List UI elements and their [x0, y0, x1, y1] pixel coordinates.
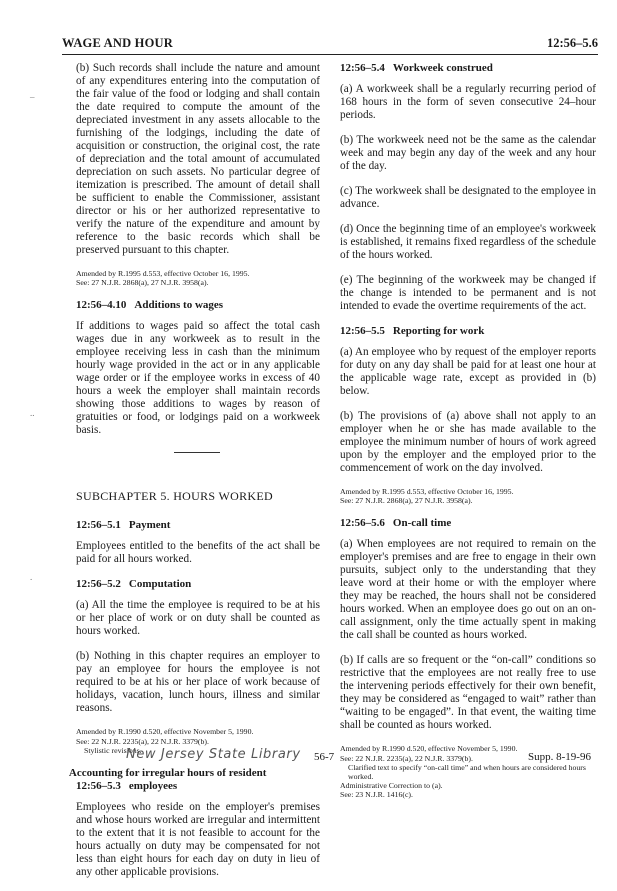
page-footer: [0, 747, 617, 771]
amendment-note: Amended by R.1990 d.520, effective November 5, 1990. See: 22 N.J.R. 2235(a), 22 N.J.R. 3379(b). Stylistic revisions.: [76, 727, 254, 755]
paragraph: (b) Nothing in this chapter requires an employer to pay an employee for hours the employee is not required to be at his or her place of work because of holidays, vacation, lunch hours, illness and similar reasons.: [76, 650, 320, 715]
paragraph: Employees who reside on the employer's premises and whose hours worked are irregular and intermittent to the extent that it is not feasible to account for the hours actually on duty may be compensated for not less than eight hours for each day on duty in lieu of any other applicable provisions.: [76, 801, 320, 879]
paragraph: (a) When employees are not required to remain on the employer's premises and are free to engage in their own pursuits, subject only to the understanding that they leave word at their home or with the employer where they may be reached, the hours shall not be considered hours worked. When an employee does go out on an on-call assignment, only the time actually spent in making the call shall be counted as hours worked.: [340, 538, 596, 642]
paragraph: Employees entitled to the benefits of the act shall be paid for all hours worked.: [76, 540, 320, 566]
section-heading: 12:56–5.5 Reporting for work: [340, 325, 485, 337]
paragraph: (b) The workweek need not be the same as the calendar week and may begin any day of the week and any hour of the day.: [340, 134, 596, 172]
paragraph: (c) The workweek shall be designated to the employee in advance.: [340, 185, 596, 210]
section-heading: 12:56–4.10 Additions to wages: [76, 299, 224, 312]
running-header: [62, 36, 598, 55]
divider: [174, 452, 220, 453]
paragraph: (e) The beginning of the workweek may be changed if the change is intended to be permanent and is not intended to evade the overtime requirements of the act.: [340, 274, 596, 312]
section-heading: 12:56–5.4 Workweek construed: [340, 62, 493, 74]
margin-mark: –: [30, 92, 35, 102]
paragraph: (a) An employee who by request of the employer reports for duty on any day shall be paid for at least one hour at the applicable wage rate, except as provided in (b) below.: [340, 346, 596, 397]
library-stamp: New Jersey State Library: [126, 747, 301, 762]
amendment-note: Amended by R.1995 d.553, effective October 16, 1995. See: 27 N.J.R. 2868(a), 27 N.J.R. 3958(a).: [76, 269, 250, 288]
section-heading: 12:56–5.1 Payment: [76, 519, 171, 532]
section-heading: 12:56–5.2 Computation: [76, 578, 192, 591]
amendment-note: Amended by R.1995 d.553, effective October 16, 1995. See: 27 N.J.R. 2868(a), 27 N.J.R. 3958(a).: [340, 487, 514, 506]
paragraph: If additions to wages paid so affect the total cash wages due in any workweek as to result in the employee receiving less in cash than the minimum hourly wage provided in the act or in any applicable wage order or if the employee works in excess of 40 hours a week the employer shall maintain records showing those additions to wages by reason of gratuities or food, or lodgings paid on a workweek basis.: [76, 320, 320, 437]
header-section-range: 12:56–5.6: [546, 36, 598, 50]
margin-mark: ..: [30, 408, 35, 418]
paragraph: (a) A workweek shall be a regularly recurring period of 168 hours in the form of seven consecutive 24–hour periods.: [340, 83, 596, 121]
paragraph: (a) All the time the employee is required to be at his or her place of work or on duty shall be counted as hours worked.: [76, 599, 320, 638]
margin-mark: .: [30, 572, 33, 582]
page-number: 56-7: [314, 751, 335, 763]
paragraph: (b) If calls are so frequent or the “on-call” conditions so restrictive that the employees are not really free to use the intervening periods effectively for their own benefit, they may be considered as “engaged to wait” rather than “waiting to be engaged”. In that event, the waiting time shall be counted as hours worked.: [340, 654, 596, 732]
section-heading: 12:56–5.3Accounting for irregular hours of resident employees: [68, 767, 267, 793]
section-heading: 12:56–5.6 On-call time: [340, 517, 452, 530]
subchapter-heading: SUBCHAPTER 5. HOURS WORKED: [76, 489, 273, 504]
paragraph: (b) Such records shall include the nature and amount of any expenditures entering into the computation of the fair value of the food or lodging and shall contain the date required to compute the amount of the depreciated investment in any assets allocable to the furnishing of the lodgings, including the date of acquisition or construction, the original cost, the rate of depreciation and the total amount of accumulated depreciation on such assets. No particular degree of itemization is prescribed. The amount of detail shall be sufficient to enable the Commissioner, assistant director or his or her authorized representative to verify the nature of the expenditure and amount by reference to the basic records which shall be preserved pursuant to this chapter.: [76, 62, 320, 256]
supplement-date: Supp. 8-19-96: [528, 751, 591, 763]
right-column: [340, 62, 596, 800]
header-title: WAGE AND HOUR: [62, 36, 173, 50]
paragraph: (d) Once the beginning time of an employee's workweek is established, it remains fixed regardless of the schedule of the hours worked.: [340, 223, 596, 261]
amendment-note: Amended by R.1990 d.520, effective November 5, 1990. See: 22 N.J.R. 2235(a), 22 N.J.R. 3379(b). Clarified text to specify “on-call time” and when hours are considered hours worked. Administrative Correction to (a). See: 23 N.J.R. 1416(c).: [340, 744, 586, 800]
paragraph: (b) The provisions of (a) above shall not apply to an employer when he or she has made available to the employee the minimum number of hours of work agreed upon by the employer and the employed prior to the commencement of work on the day involved.: [340, 410, 596, 474]
